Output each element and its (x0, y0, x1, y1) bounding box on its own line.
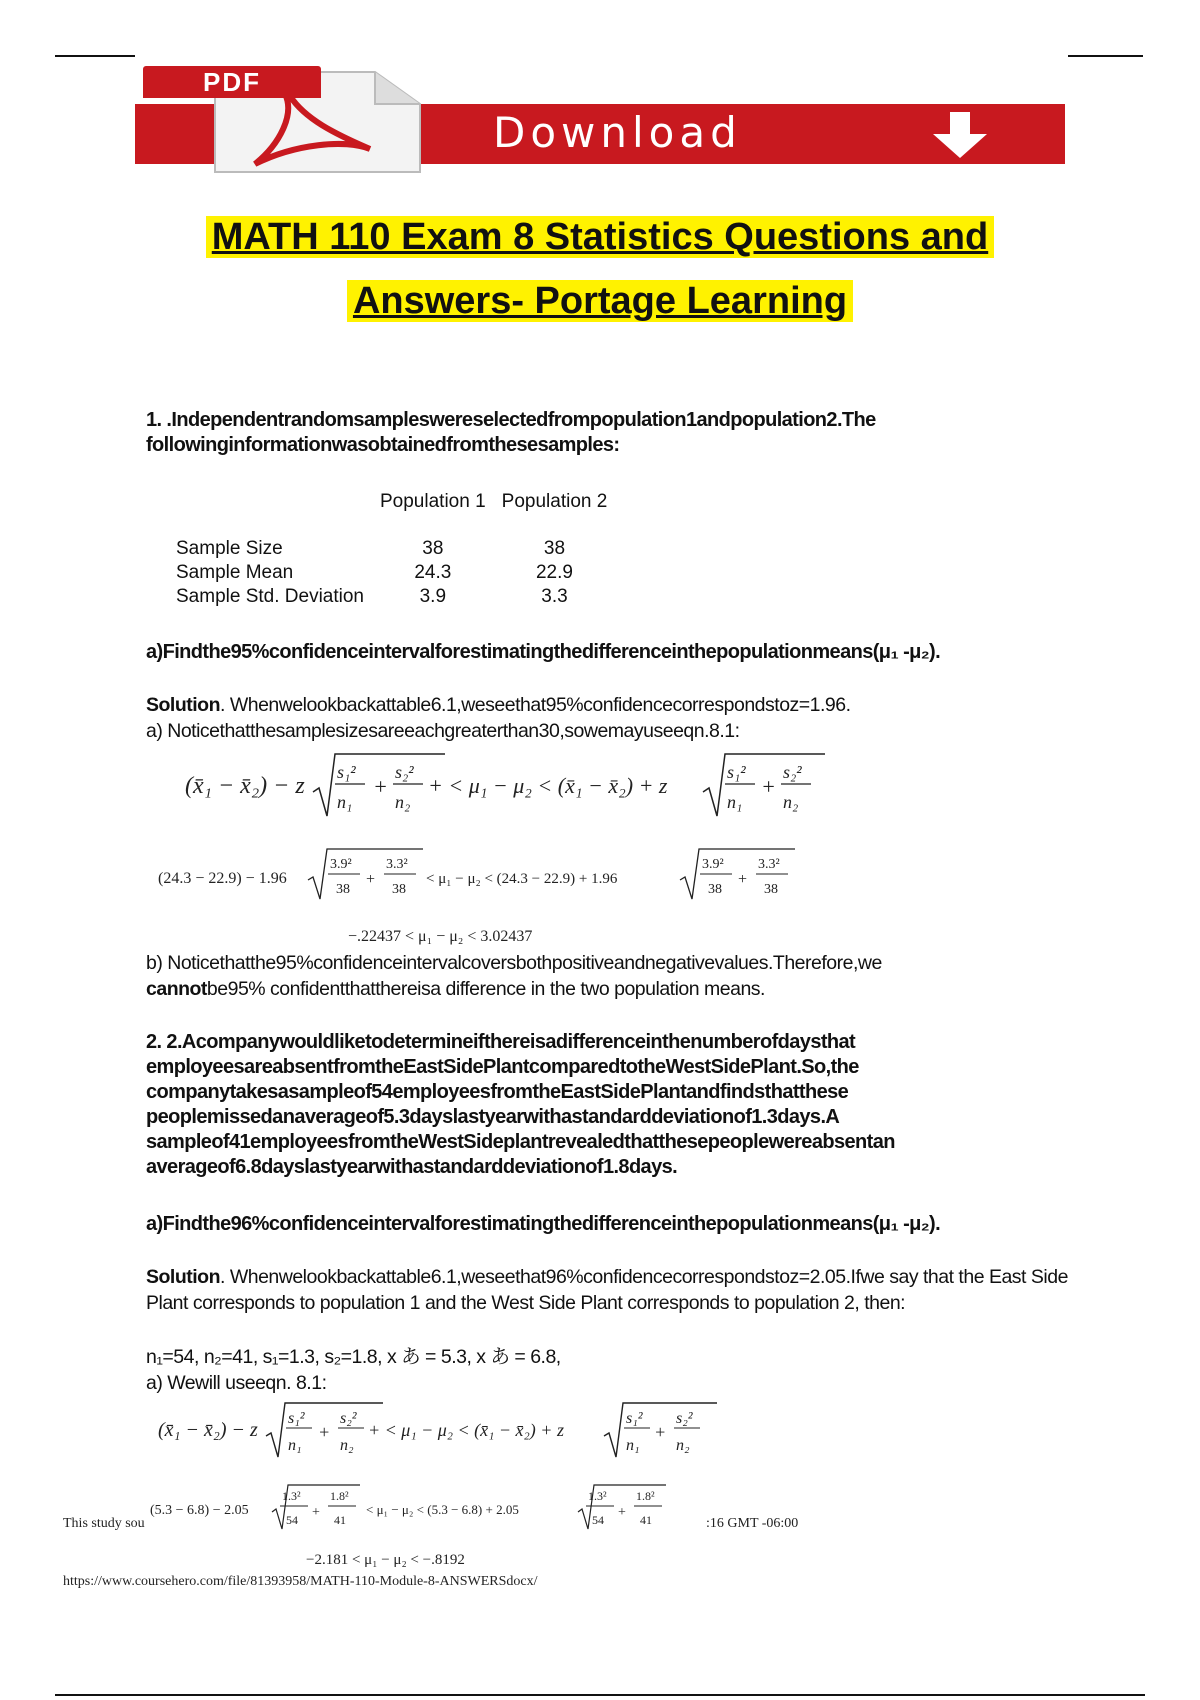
svg-text:n₁: n₁ (288, 1437, 302, 1454)
svg-text:38: 38 (708, 882, 722, 897)
bottom-rule (55, 1694, 1145, 1696)
question-2-computed-interval (150, 1482, 670, 1538)
table-cell: Sample Size (176, 538, 283, 559)
pdf-download-banner[interactable] (135, 62, 1065, 174)
source-url[interactable]: https://www.coursehero.com/file/81393958/MATH-110-Module-8-ANSWERSdocx/ (63, 1574, 538, 1589)
table-header: Population 1 (380, 491, 486, 512)
solution-text: . Whenwelookbackattable6.1,weseethat95%confidencecorrespondstoz=1.96. (219, 694, 851, 716)
table-cell: 24.3 (414, 562, 452, 583)
question-1-prompt: 1. .Independentrandomsampleswereselectedfrompopulation1andpopulation2.The followinginformationwasobtainedfromthesesamples: (146, 409, 876, 456)
download-arrow-icon[interactable] (925, 110, 995, 160)
solution-text: . Whenwelookbackattable6.1,weseethat96%confidencecorrespondstoz=2.05.Ifwe say that the East Side Plant corresponds to population 1 and the West Side Plant corresponds to population 2, then: (146, 1266, 1068, 1314)
timestamp-watermark: :16 GMT -06:00 (706, 1516, 799, 1531)
formula-n1: n₁ (727, 792, 743, 812)
svg-text:3.3²: 3.3² (386, 857, 408, 872)
table-header-row (168, 490, 615, 537)
table-cell: 38 (422, 538, 444, 559)
table-row (168, 537, 615, 561)
svg-text:s₂²: s₂² (340, 1410, 357, 1427)
question-2-solution-a: a) Wewill useeqn. 8.1: (146, 1372, 327, 1394)
svg-text:1.3²: 1.3² (282, 1489, 301, 1503)
formula-n2: n₂ (783, 792, 799, 812)
confidence-interval-formula (185, 748, 825, 822)
svg-text:< μ₁ − μ₂ < (24.3 − 22.9) + 1.: < μ₁ − μ₂ < (24.3 − 22.9) + 1.96 (426, 871, 618, 887)
confidence-interval-formula-2 (158, 1398, 718, 1462)
download-label[interactable]: Download (493, 108, 742, 157)
solution-label: Solution (146, 1266, 220, 1288)
table-cell: Sample Mean (176, 562, 294, 583)
question-1-part-b: b) Noticethatthe95%confidenceintervalcoversbothpositiveandnegativevalues.Therefore,we cannotbe95% confidentthatthereisa difference in the two population means. (146, 952, 882, 1000)
page-title-line1: MATH 110 Exam 8 Statistics Questions and (0, 216, 1200, 259)
svg-text:+ < μ₁ − μ₂ < (x̄₁ − x̄₂) + z: + < μ₁ − μ₂ < (x̄₁ − x̄₂) + z (368, 1420, 564, 1440)
formula-s2: s₂² (395, 762, 414, 782)
svg-text:3.9²: 3.9² (702, 857, 724, 872)
formula-s2: s₂² (783, 762, 802, 782)
formula-s1: s₁² (727, 762, 746, 782)
table-cell: 3.3 (541, 586, 568, 607)
svg-text:3.3²: 3.3² (758, 857, 780, 872)
table-cell: Sample Std. Deviation (176, 586, 364, 607)
top-rule-right (1068, 55, 1143, 57)
svg-text:n₁: n₁ (626, 1437, 640, 1454)
formula-n1: n₁ (337, 792, 353, 812)
formula-s1: s₁² (337, 762, 356, 782)
svg-text:1.8²: 1.8² (330, 1489, 349, 1503)
svg-text:41: 41 (334, 1513, 346, 1527)
solution-label: Solution (146, 694, 220, 716)
svg-text:+: + (618, 1505, 626, 1520)
svg-text:s₁²: s₁² (288, 1410, 305, 1427)
svg-text:54: 54 (592, 1513, 604, 1527)
table-cell: 3.9 (419, 586, 447, 607)
svg-text:< μ₁ − μ₂ < (5.3 − 6.8) + 2.05: < μ₁ − μ₂ < (5.3 − 6.8) + 2.05 (366, 1502, 519, 1517)
svg-text:s₁²: s₁² (626, 1410, 643, 1427)
svg-text:(24.3 − 22.9) − 1.96: (24.3 − 22.9) − 1.96 (158, 870, 287, 887)
svg-text:+: + (366, 871, 376, 888)
table-cell: 22.9 (535, 562, 573, 583)
svg-text:+: + (318, 1422, 331, 1442)
pdf-label: PDF (143, 66, 321, 98)
svg-text:3.9²: 3.9² (330, 857, 352, 872)
question-1-part-a: a)Findthe95%confidenceintervalforestimatingthedifferenceinthepopulationmeans(μ₁ -μ₂). (146, 641, 941, 663)
formula-lhs: (x̄₁ − x̄₂) − z (185, 773, 305, 799)
table-row (168, 561, 615, 585)
svg-text:n₂: n₂ (676, 1437, 690, 1454)
svg-text:n₂: n₂ (340, 1437, 354, 1454)
question-1-result: −.22437 < μ₁ − μ₂ < 3.02437 (348, 928, 533, 945)
svg-text:s₂²: s₂² (676, 1410, 693, 1427)
svg-text:+: + (654, 1422, 667, 1442)
table-row (168, 585, 615, 609)
question-1-solution-a: a) Noticethatthesamplesizesareeachgreaterthan30,sowemayuseeqn.8.1: (146, 720, 740, 742)
svg-text:38: 38 (336, 882, 350, 897)
svg-text:38: 38 (764, 882, 778, 897)
question-1-solution (146, 692, 1076, 718)
question-2-prompt: 2. 2.Acompanywouldliketodetermineifthereisadifferenceinthenumberofdaysthat employeesareabsentfromtheEastSidePlantcomparedtotheWestSidePlant.So,the companytakesasampleof54employeesfromtheEastSidePlantandfindsthatthese peoplemissedanaverageof5.3dayslastyearwithastandarddeviationof1.3days.A sampleof41employeesfromtheWestSideplantrevealedthatthesepeoplewereabsentan averageof6.8dayslastyearwithastandarddeviationof1.8days. (146, 1031, 895, 1178)
formula-plus: + (761, 774, 776, 799)
formula-mid: + < μ₁ − μ₂ < (x̄₁ − x̄₂) + z (428, 773, 668, 798)
svg-text:+: + (312, 1505, 320, 1520)
formula-plus: + (373, 774, 388, 799)
svg-text:38: 38 (392, 882, 406, 897)
study-source-watermark: This study sou (63, 1516, 145, 1531)
table-header (168, 490, 372, 537)
svg-text:1.3²: 1.3² (588, 1489, 607, 1503)
svg-text:54: 54 (286, 1513, 298, 1527)
formula-n2: n₂ (395, 792, 411, 812)
question-2-result: −2.181 < μ₁ − μ₂ < −.8192 (306, 1552, 465, 1568)
svg-text:(x̄₁ − x̄₂) − z: (x̄₁ − x̄₂) − z (158, 1419, 258, 1441)
question-1-computed-interval (158, 846, 798, 906)
svg-text:+: + (738, 871, 748, 888)
svg-text:1.8²: 1.8² (636, 1489, 655, 1503)
table-cell: 38 (543, 538, 566, 559)
population-table (168, 490, 615, 609)
question-2-values: n₁=54, n₂=41, s₁=1.3, s₂=1.8, x あ = 5.3, x あ = 6.8, (146, 1346, 561, 1368)
question-2-solution (146, 1264, 1076, 1316)
svg-text:(5.3 − 6.8) − 2.05: (5.3 − 6.8) − 2.05 (150, 1503, 249, 1518)
question-2-part-a: a)Findthe96%confidenceintervalforestimatingthedifferenceinthepopulationmeans(μ₁ -μ₂). (146, 1213, 941, 1235)
top-rule-left (55, 55, 135, 57)
table-header: Population 2 (501, 491, 608, 512)
page-title-line2: Answers- Portage Learning (0, 280, 1200, 323)
svg-text:41: 41 (640, 1513, 652, 1527)
